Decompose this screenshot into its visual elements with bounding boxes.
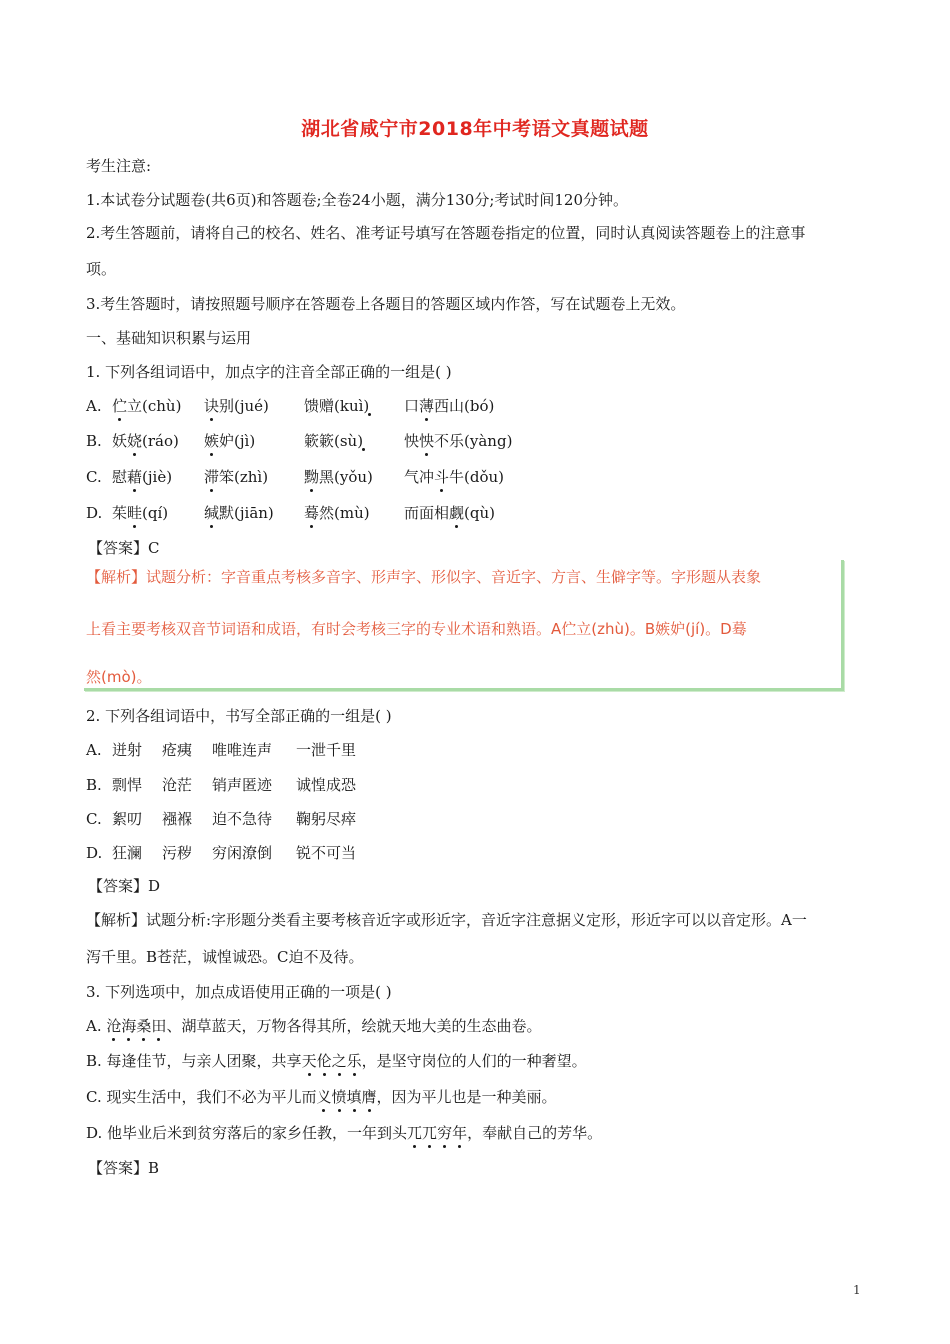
- analysis-line-3: 然(mò)。: [86, 668, 152, 686]
- question-2-analysis-line-1: 【解析】试题分析:字形题分类看主要考核音近字或形近字，音近字注意据义定形，形近字可以以音定形。A一: [86, 911, 807, 929]
- highlighted-idiom: 义愤填膺: [316, 1088, 377, 1106]
- option-word-4: 怏怏不乐(yàng): [404, 432, 513, 450]
- option-word-3: 蓦然(mù): [304, 504, 370, 522]
- option-label: C.: [86, 810, 102, 828]
- question-1-answer: 【答案】C: [88, 539, 160, 557]
- analysis-line-2: 上看主要考核双音节词语和成语，有时会考核三字的专业术语和熟语。A伫立(zhù)。B嫉妒(jí)。D蓦: [86, 620, 747, 638]
- option-word-1: 絮叨: [112, 810, 143, 828]
- option-word-4: 诚惶成恐: [296, 776, 357, 794]
- option-word-4: 气冲斗牛(dǒu): [404, 468, 505, 486]
- question-3-option-d: D. 他毕业后米到贫穷落后的家乡任教，一年到头兀兀穷年，奉献自己的芳华。: [86, 1124, 603, 1142]
- option-word-4: 鞠躬尽瘁: [296, 810, 357, 828]
- option-label: A.: [86, 741, 102, 759]
- option-word-1: 迸射: [112, 741, 143, 759]
- option-word-4: 口薄西山(bó): [404, 397, 495, 415]
- question-2-stem: 2. 下列各组词语中，书写全部正确的一组是( ): [86, 707, 392, 725]
- option-word-1: 慰藉(jiè): [112, 468, 173, 486]
- option-label: B.: [86, 776, 102, 794]
- option-word-1: 狂澜: [112, 844, 143, 862]
- option-word-1: 伫立(chù): [112, 397, 182, 415]
- document-title: 湖北省咸宁市2018年中考语文真题试题: [301, 118, 649, 140]
- notice-item-2-cont: 项。: [86, 260, 117, 278]
- highlighted-idiom: 兀兀穷年: [407, 1124, 468, 1142]
- option-word-2: 襁褓: [162, 810, 193, 828]
- section-heading: 一、基础知识积累与运用: [86, 329, 252, 347]
- notice-heading: 考生注意:: [86, 157, 152, 175]
- question-3-option-c: C. 现实生活中，我们不必为平儿而义愤填膺，因为平儿也是一种美丽。: [86, 1088, 557, 1106]
- option-word-2: 嫉妒(jì): [204, 432, 256, 450]
- question-3-option-b: B. 每逢佳节，与亲人团聚，共享天伦之乐，是坚守岗位的人们的一种奢望。: [86, 1052, 587, 1070]
- option-label: B.: [86, 432, 102, 450]
- option-word-2: 污秽: [162, 844, 193, 862]
- page-number: 1: [853, 1283, 861, 1297]
- option-word-2: 沧茫: [162, 776, 193, 794]
- analysis-line-1: 【解析】试题分析：字音重点考核多音字、形声字、形似字、音近字、方言、生僻字等。字形题从表象: [86, 568, 762, 586]
- option-word-2: 疮痍: [162, 741, 193, 759]
- option-label: D.: [86, 504, 103, 522]
- option-label: D.: [86, 844, 103, 862]
- option-word-1: 妖娆(ráo): [112, 432, 179, 450]
- question-2-answer: 【答案】D: [88, 877, 161, 895]
- highlighted-idiom: 天伦之乐: [301, 1052, 362, 1070]
- question-1-analysis-box: [84, 560, 844, 691]
- option-word-4: 而面相觑(qù): [404, 504, 495, 522]
- option-label: C.: [86, 468, 102, 486]
- option-word-2: 滞笨(zhì): [204, 468, 269, 486]
- highlighted-idiom: 沧海桑田: [106, 1017, 167, 1035]
- option-word-3: 销声匿迹: [212, 776, 273, 794]
- notice-item-2: 2.考生答题前，请将自己的校名、姓名、准考证号填写在答题卷指定的位置，同时认真阅读答题卷上的注意事: [86, 224, 806, 242]
- option-word-3: 穷闲潦倒: [212, 844, 273, 862]
- question-3-answer: 【答案】B: [88, 1159, 160, 1177]
- option-word-3: 簌簌(sù): [304, 432, 364, 450]
- option-word-3: 唯唯连声: [212, 741, 273, 759]
- option-word-3: 黝黑(yǒu): [304, 468, 373, 486]
- notice-item-1: 1.本试卷分试题卷(共6页)和答题卷;全卷24小题，满分130分;考试时间120分钟。: [86, 191, 629, 209]
- question-1-stem: 1. 下列各组词语中，加点字的注音全部正确的一组是( ): [86, 363, 452, 381]
- option-word-1: 剽悍: [112, 776, 143, 794]
- option-word-4: 锐不可当: [296, 844, 357, 862]
- option-word-3: 馈赠(kuì): [304, 397, 370, 415]
- option-word-1: 茱畦(qí): [112, 504, 169, 522]
- option-word-4: 一泄千里: [296, 741, 357, 759]
- option-word-2: 诀别(jué): [204, 397, 269, 415]
- question-3-stem: 3. 下列选项中，加点成语使用正确的一项是( ): [86, 983, 392, 1001]
- option-word-2: 缄默(jiān): [204, 504, 274, 522]
- question-2-analysis-line-2: 泻千里。B苍茫，诚惶诚恐。C迫不及待。: [86, 948, 364, 966]
- question-3-option-a: A. 沧海桑田、湖草蓝天，万物各得其所，绘就天地大美的生态曲卷。: [86, 1017, 542, 1035]
- option-label: A.: [86, 397, 102, 415]
- option-word-3: 迫不急待: [212, 810, 273, 828]
- notice-item-3: 3.考生答题时，请按照题号顺序在答题卷上各题目的答题区域内作答，写在试题卷上无效。: [86, 295, 686, 313]
